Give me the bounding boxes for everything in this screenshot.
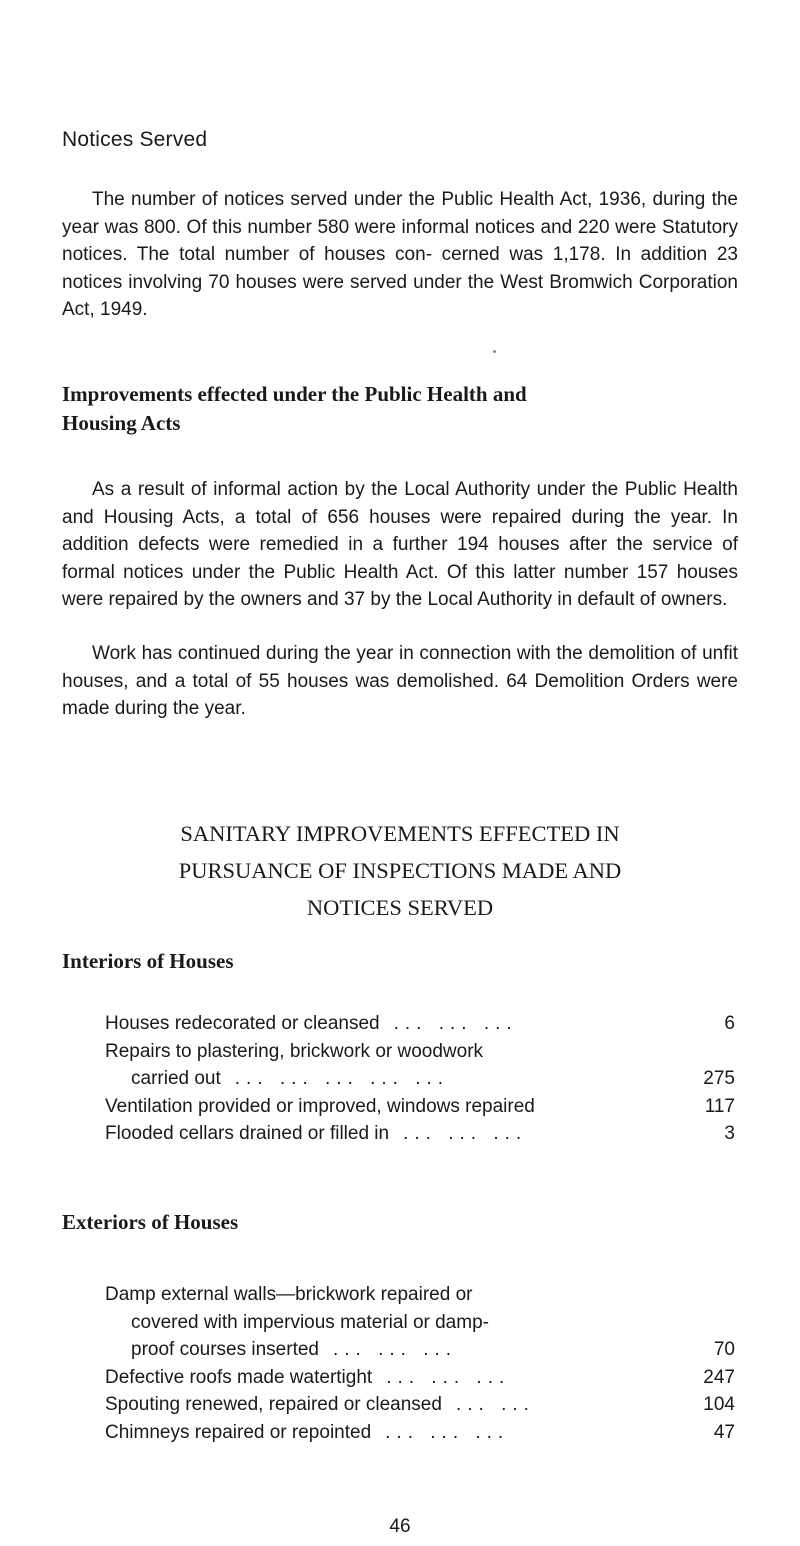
improvements-heading	[62, 380, 740, 438]
sanitary-title-line1: SANITARY IMPROVEMENTS EFFECTED IN	[180, 821, 620, 846]
item-text-continued: proof courses inserted	[131, 1339, 319, 1360]
item-text: Ventilation provided or improved, windows repaired	[105, 1095, 535, 1117]
improvements-paragraph-2: Work has continued during the year in connection with the demolition of unfit houses, and a total of 55 houses was demolished. 64 Demolition Orders were made during the year.	[62, 643, 738, 719]
sanitary-title-line3: NOTICES SERVED	[306, 895, 494, 920]
improvements-heading-line1: Improvements effected under the Public Health and	[62, 382, 527, 406]
leader-dots: ... ... ...	[333, 1339, 458, 1360]
list-item	[105, 1010, 735, 1038]
item-text: Repairs to plastering, brickwork or woodwork	[105, 1040, 484, 1062]
exteriors-list	[105, 1281, 735, 1446]
item-value: 104	[703, 1394, 735, 1415]
page-number: 46	[389, 1516, 411, 1537]
leader-dots: ... ... ...	[386, 1366, 511, 1388]
item-value: 247	[703, 1366, 735, 1388]
exteriors-heading: Exteriors of Houses	[62, 1210, 239, 1234]
item-value: 70	[713, 1339, 735, 1360]
interiors-heading: Interiors of Houses	[62, 949, 234, 973]
leader-dots: ... ... ...	[393, 1013, 518, 1034]
leader-dots: ... ...	[455, 1394, 535, 1415]
item-value: 275	[703, 1068, 735, 1089]
item-text: Spouting renewed, repaired or cleansed	[105, 1394, 442, 1415]
item-text: Flooded cellars drained or filled in	[105, 1123, 390, 1144]
list-item	[105, 1093, 735, 1121]
leader-dots: ... ... ... ... ...	[234, 1068, 450, 1089]
improvements-paragraph-1: As a result of informal action by the Local Authority under the Public Health and Housing Acts, a total of 656 houses were repaired during the year. In addition defects were remedied in a further 194 houses after the service of formal notices under the Public Health Act. Of this latter number 157 houses were repaired by the owners and 37 by the Local Authority in default of owners.	[62, 479, 738, 610]
list-item	[105, 1281, 735, 1364]
stray-dot	[493, 350, 496, 353]
leader-dots: ... ... ...	[385, 1421, 510, 1443]
notices-served-heading: Notices Served	[62, 128, 208, 151]
list-item	[105, 1364, 735, 1392]
item-value: 3	[724, 1123, 735, 1144]
item-text: Damp external walls—brickwork repaired or	[105, 1284, 473, 1305]
item-text: Defective roofs made watertight	[105, 1366, 373, 1388]
item-text: Houses redecorated or cleansed	[105, 1013, 380, 1034]
notices-served-paragraph: The number of notices served under the Public Health Act, 1936, during the year was 800. Of this number 580 were informal notices and 220 were Statutory notices. The total number of houses con- cerned was 1,178. In addition 23 notices involving 70 houses were served under the West Bromwich Corporation Act, 1949.	[62, 189, 738, 320]
improvements-heading-line2: Housing Acts	[62, 411, 181, 435]
item-text-continued: covered with impervious material or damp-	[131, 1311, 489, 1333]
list-item	[105, 1391, 735, 1419]
item-text: Chimneys repaired or repointed	[105, 1421, 372, 1443]
item-value: 6	[724, 1013, 735, 1034]
sanitary-improvements-title	[62, 815, 738, 926]
list-item	[105, 1038, 735, 1093]
item-value: 117	[704, 1095, 735, 1117]
list-item	[105, 1419, 735, 1447]
leader-dots: ... ... ...	[403, 1123, 528, 1144]
list-item	[105, 1120, 735, 1148]
item-text-continued: carried out	[131, 1068, 221, 1089]
item-value: 47	[713, 1421, 735, 1443]
sanitary-title-line2: PURSUANCE OF INSPECTIONS MADE AND	[178, 858, 622, 883]
interiors-list	[105, 1010, 735, 1148]
